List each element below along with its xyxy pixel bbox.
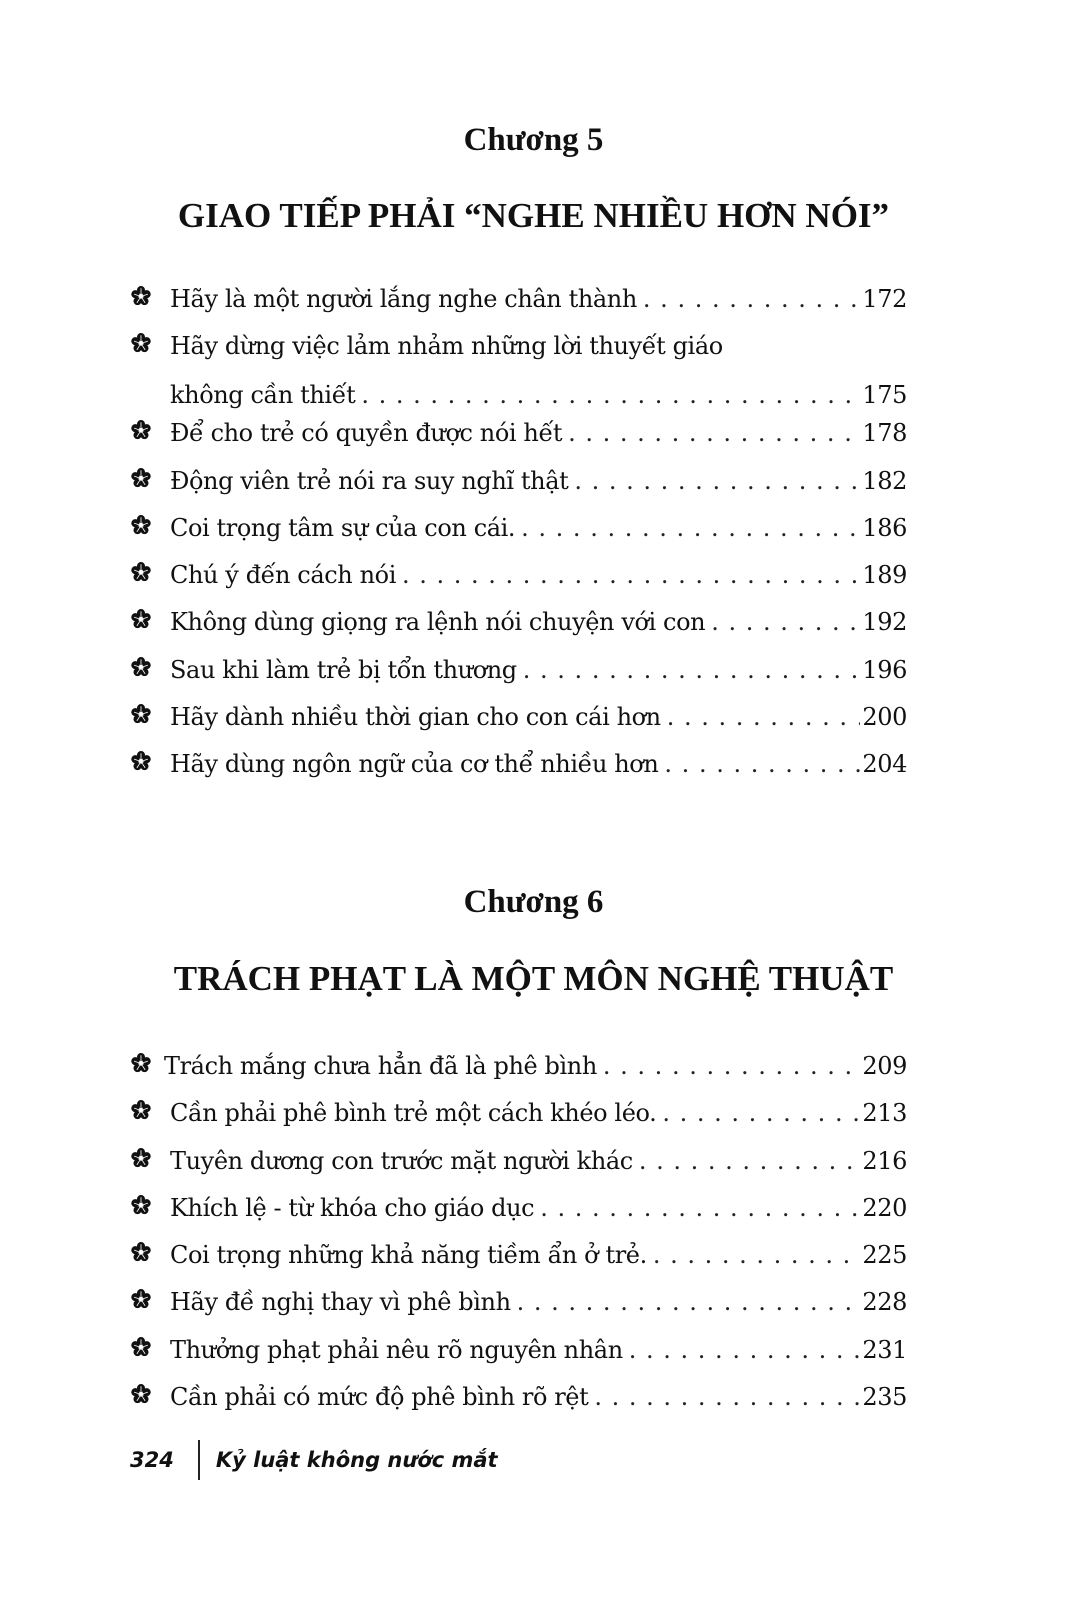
flower-bullet-icon — [130, 647, 170, 687]
flower-bullet-icon — [130, 1232, 170, 1272]
flower-bullet-icon — [130, 1374, 170, 1414]
toc-entry-page: 172 — [862, 285, 907, 313]
toc-entry-title: Chú ý đến cách nói — [170, 561, 396, 590]
toc-entry[interactable] — [130, 276, 907, 323]
toc-entry-page: 220 — [862, 1193, 907, 1222]
toc-entry[interactable] — [130, 505, 907, 552]
toc-entry-title: Khích lệ - từ khóa cho giáo dục — [170, 1193, 535, 1222]
toc-entry-page: 213 — [862, 1099, 907, 1128]
toc-entry-title: Coi trọng tâm sự của con cái. — [170, 513, 516, 542]
toc-entry[interactable] — [130, 694, 907, 741]
flower-bullet-icon — [130, 599, 170, 639]
dot-leader — [402, 555, 860, 595]
flower-bullet-icon — [130, 505, 170, 545]
footer-divider — [198, 1440, 200, 1480]
dot-leader — [667, 697, 861, 737]
dot-leader — [540, 1188, 860, 1228]
dot-leader — [639, 1141, 861, 1181]
toc-entry-title: Sau khi làm trẻ bị tổn thương — [170, 655, 517, 684]
chapter-5-toc — [130, 276, 907, 789]
dot-leader — [521, 508, 860, 548]
dot-leader — [629, 1330, 861, 1370]
toc-entry-title: Cần phải phê bình trẻ một cách khéo léo. — [170, 1099, 657, 1128]
toc-entry-page: 235 — [862, 1383, 907, 1412]
page-footer — [130, 1440, 498, 1480]
dot-leader — [523, 650, 861, 690]
toc-entry-page: 225 — [862, 1241, 907, 1270]
flower-bullet-icon — [130, 1327, 170, 1367]
toc-entry[interactable] — [130, 1090, 907, 1137]
toc-entry-title: Động viên trẻ nói ra suy nghĩ thật — [170, 466, 569, 495]
toc-entry-title: Hãy là một người lắng nghe chân thành — [170, 285, 637, 313]
toc-entry-title: Tuyên dương con trước mặt người khác — [170, 1146, 633, 1175]
chapter-5-label: Chương 5 — [463, 122, 604, 158]
toc-entry-page: 186 — [862, 513, 907, 542]
toc-entry-title: Trách mắng chưa hẳn đã là phê bình — [164, 1052, 597, 1080]
toc-entry[interactable] — [130, 458, 907, 505]
toc-entry-page: 182 — [862, 466, 907, 495]
toc-entry[interactable] — [130, 1138, 907, 1185]
flower-bullet-icon — [130, 552, 170, 592]
bullet-spacer — [130, 363, 170, 403]
toc-entry[interactable] — [130, 1185, 907, 1232]
toc-entry-page: 216 — [862, 1146, 907, 1175]
toc-entry-title: Hãy dùng ngôn ngữ của cơ thể nhiều hơn — [170, 750, 659, 779]
toc-entry-title: Hãy đề nghị thay vì phê bình — [170, 1288, 511, 1317]
flower-bullet-icon — [130, 1090, 170, 1130]
toc-entry-title: Thưởng phạt phải nêu rõ nguyên nhân — [170, 1335, 623, 1364]
dot-leader — [574, 461, 860, 501]
toc-entry-title-line1: Hãy dừng việc lảm nhảm những lời thuyết giáo — [170, 332, 723, 361]
toc-entry[interactable] — [130, 647, 907, 694]
dot-leader — [594, 1377, 860, 1417]
toc-entry-page: 196 — [862, 655, 907, 684]
flower-bullet-icon — [130, 1185, 170, 1225]
toc-entry[interactable] — [130, 410, 907, 457]
toc-entry-title: Để cho trẻ có quyền được nói hết — [170, 419, 563, 448]
dot-leader — [711, 602, 860, 642]
toc-entry-title: Không dùng giọng ra lệnh nói chuyện với con — [170, 608, 706, 637]
toc-entry[interactable] — [130, 741, 907, 788]
flower-bullet-icon — [130, 1279, 170, 1319]
flower-bullet-icon — [130, 1138, 170, 1178]
flower-bullet-icon — [130, 694, 170, 734]
toc-entry-page: 200 — [862, 703, 907, 732]
toc-entry[interactable] — [130, 1043, 907, 1090]
dot-leader — [653, 1235, 861, 1275]
toc-entry[interactable] — [130, 1232, 907, 1279]
flower-bullet-icon — [130, 1043, 164, 1083]
toc-entry[interactable] — [130, 1374, 907, 1421]
toc-entry-title: Cần phải có mức độ phê bình rõ rệt — [170, 1383, 589, 1412]
toc-entry[interactable] — [130, 552, 907, 599]
toc-entry-page: 192 — [862, 608, 907, 637]
flower-bullet-icon — [130, 323, 170, 363]
flower-bullet-icon — [130, 458, 170, 498]
dot-leader — [603, 1046, 860, 1086]
book-title: Kỷ luật không nước mắt — [215, 1448, 498, 1472]
chapter-6-toc — [130, 1043, 907, 1421]
dot-leader — [517, 1282, 861, 1322]
chapter-5-title: GIAO TIẾP PHẢI “NGHE NHIỀU HƠN NÓI” — [177, 196, 890, 235]
chapter-6-label: Chương 6 — [463, 884, 604, 920]
toc-entry-page: 178 — [862, 419, 907, 448]
toc-entry-title: Hãy dành nhiều thời gian cho con cái hơn — [170, 703, 661, 732]
page-number: 324 — [130, 1448, 174, 1472]
dot-leader — [361, 375, 860, 415]
flower-bullet-icon — [130, 276, 170, 316]
toc-entry-page: 209 — [862, 1052, 907, 1080]
toc-entry-page: 231 — [862, 1335, 907, 1364]
toc-entry-page: 189 — [862, 561, 907, 590]
flower-bullet-icon — [130, 741, 170, 781]
toc-entry-title-line2: không cần thiết — [170, 381, 356, 410]
dot-leader — [662, 1093, 860, 1133]
flower-bullet-icon — [130, 410, 170, 450]
toc-entry-page: 204 — [862, 750, 907, 779]
toc-entry-page: 175 — [862, 381, 907, 410]
toc-entry-page: 228 — [862, 1288, 907, 1317]
toc-entry[interactable] — [130, 323, 907, 410]
toc-entry[interactable] — [130, 1327, 907, 1374]
toc-entry[interactable] — [130, 1279, 907, 1326]
chapter-6-title: TRÁCH PHẠT LÀ MỘT MÔN NGHỆ THUẬT — [173, 959, 894, 998]
toc-entry[interactable] — [130, 599, 907, 646]
dot-leader — [568, 413, 860, 453]
dot-leader — [664, 744, 860, 784]
dot-leader — [643, 279, 860, 319]
toc-entry-title: Coi trọng những khả năng tiềm ẩn ở trẻ. — [170, 1241, 647, 1270]
